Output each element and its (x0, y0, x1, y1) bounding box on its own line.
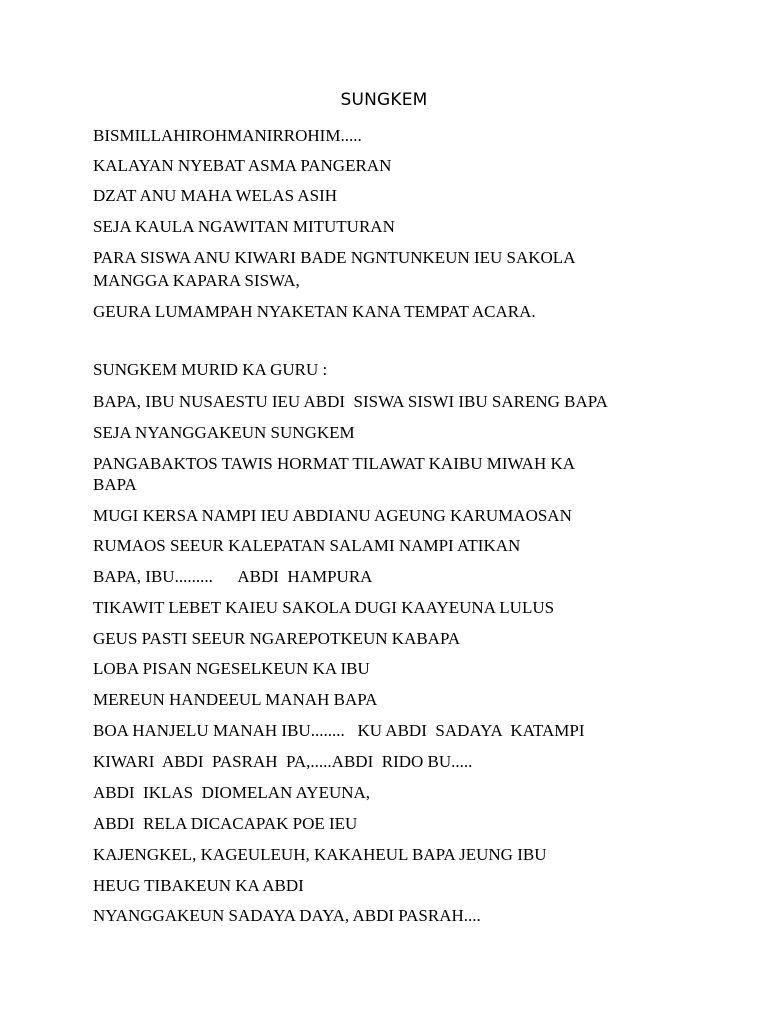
text-line: SEJA NYANGGAKEUN SUNGKEM (93, 423, 355, 442)
text-line: MEREUN HANDEEUL MANAH BAPA (93, 690, 378, 709)
text-line: RUMAOS SEEUR KALEPATAN SALAMI NAMPI ATIKAN (93, 536, 521, 555)
text-line: BOA HANJELU MANAH IBU........ KU ABDI SADAYA KATAMPI (93, 721, 585, 740)
text-line: BAPA, IBU NUSAESTU IEU ABDI SISWA SISWI IBU SARENG BAPA (93, 392, 608, 411)
text-line: PARA SISWA ANU KIWARI BADE NGNTUNKEUN IEU SAKOLA (93, 248, 576, 267)
section-heading: SUNGKEM MURID KA GURU : (93, 360, 328, 379)
text-line: DZAT ANU MAHA WELAS ASIH (93, 186, 338, 205)
text-line: KAJENGKEL, KAGEULEUH, KAKAHEUL BAPA JEUNG IBU (93, 845, 547, 864)
text-line: KIWARI ABDI PASRAH PA,.....ABDI RIDO BU..... (93, 752, 473, 771)
text-line: MUGI KERSA NAMPI IEU ABDIANU AGEUNG KARUMAOSAN (93, 506, 572, 525)
text-line: PANGABAKTOS TAWIS HORMAT TILAWAT KAIBU MIWAH KA (93, 454, 576, 473)
text-line: HEUG TIBAKEUN KA ABDI (93, 876, 304, 895)
text-line: GEUS PASTI SEEUR NGAREPOTKEUN KABAPA (93, 629, 461, 648)
text-line: ABDI IKLAS DIOMELAN AYEUNA, (93, 783, 371, 802)
text-line: NYANGGAKEUN SADAYA DAYA, ABDI PASRAH.... (93, 906, 481, 925)
text-line: GEURA LUMAMPAH NYAKETAN KANA TEMPAT ACARA. (93, 302, 536, 321)
text-line: ABDI RELA DICACAPAK POE IEU (93, 814, 358, 833)
text-line: BAPA (93, 475, 137, 494)
text-line: KALAYAN NYEBAT ASMA PANGERAN (93, 156, 392, 175)
document-title: SUNGKEM (340, 90, 428, 110)
text-line: TIKAWIT LEBET KAIEU SAKOLA DUGI KAAYEUNA LULUS (93, 598, 555, 617)
text-line: MANGGA KAPARA SISWA, (93, 271, 300, 290)
text-line: SEJA KAULA NGAWITAN MITUTURAN (93, 217, 395, 236)
text-line: LOBA PISAN NGESELKEUN KA IBU (93, 659, 370, 678)
text-line: BAPA, IBU......... ABDI HAMPURA (93, 567, 373, 586)
text-line: BISMILLAHIROHMANIRROHIM..... (93, 126, 362, 145)
